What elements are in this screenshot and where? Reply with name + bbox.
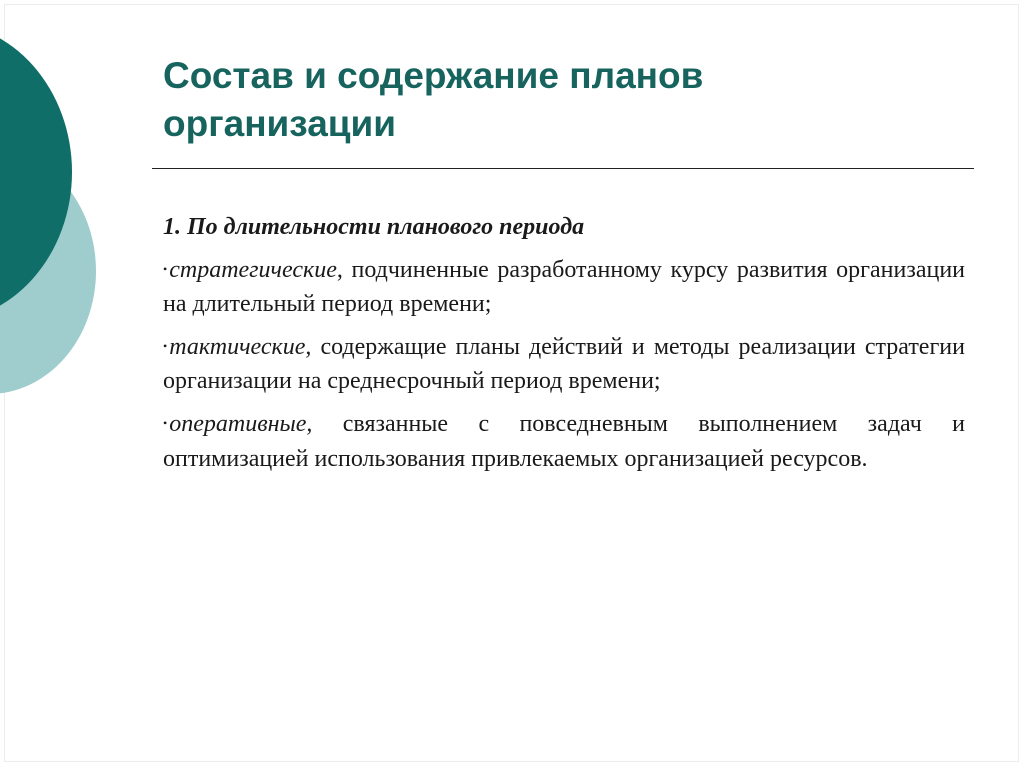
- bullet-icon: •: [163, 339, 168, 354]
- item-text: , подчиненные разработанному курсу развития организации на длительный период времени;: [163, 257, 965, 318]
- list-item: [163, 329, 965, 398]
- list-item: [163, 406, 965, 475]
- title-line-2: организации: [163, 103, 397, 144]
- slide-body: [163, 210, 965, 484]
- section-heading: 1. По длительности планового периода: [163, 214, 585, 240]
- item-term: стратегические: [169, 257, 337, 284]
- slide-title: [163, 52, 943, 148]
- item-text: связанные с повседневным выполнением задач и оптимизацией использования привлекаемых организацией ресурсов.: [163, 411, 965, 472]
- title-line-1: Состав и содержание планов: [163, 55, 704, 96]
- bullet-icon: •: [163, 416, 168, 431]
- item-term: тактические,: [169, 334, 312, 361]
- title-divider: [152, 168, 974, 169]
- item-text: содержащие планы действий и методы реализации стратегии организации на среднесрочный период времени;: [163, 334, 965, 395]
- list-item: [163, 252, 965, 321]
- bullet-icon: •: [163, 262, 168, 276]
- item-term: оперативные,: [169, 411, 313, 438]
